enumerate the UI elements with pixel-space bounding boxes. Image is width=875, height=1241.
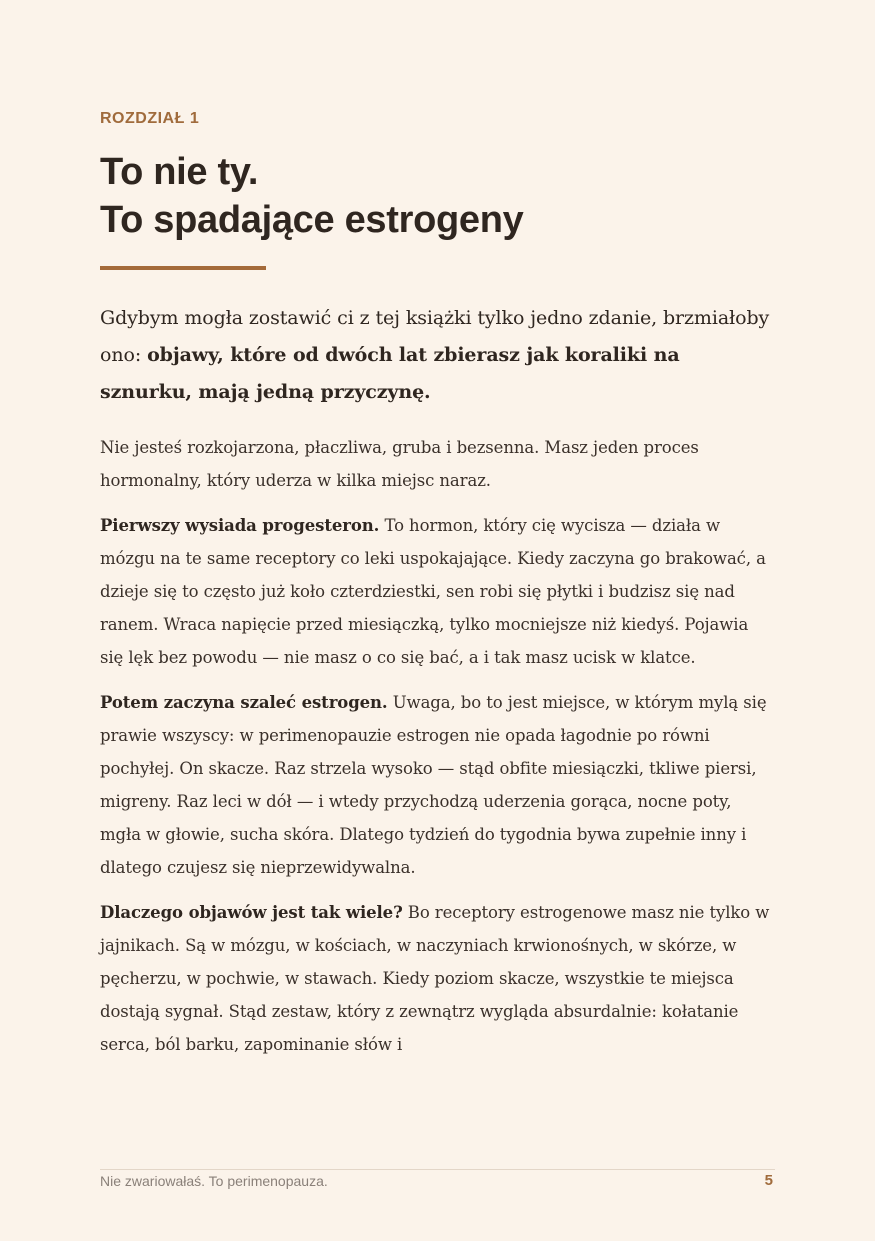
paragraph-text: Uwaga, bo to jest miejsce, w którym mylą się prawie wszyscy: w perimenopauzie estrogen nie opada łagodnie po równi pochyłej. On skacze. Raz strzela wysoko — stąd obfite miesiączki, tkliwe piersi, migreny. Raz leci w dół — i wtedy przychodzą uderzenia gorąca, nocne poty, mgła w głowie, sucha skóra. Dlatego tydzień do tygodnia bywa zupełnie inny i dlatego czujesz się nieprzewidywalna. bbox=[100, 693, 767, 877]
title-divider bbox=[100, 266, 266, 270]
footer-divider bbox=[100, 1169, 775, 1170]
paragraph-text: Bo receptory estrogenowe masz nie tylko w jajnikach. Są w mózgu, w kościach, w naczyniach krwionośnych, w skórze, w pęcherzu, w pochwie, w stawach. Kiedy poziom skacze, wszystkie te miejsca dostają sygnał. Stąd zestaw, który z zewnątrz wygląda absurdalnie: kołatanie serca, ból barku, zapominanie słów i bbox=[100, 903, 770, 1054]
paragraph-lead-in: Dlaczego objawów jest tak wiele? bbox=[100, 903, 403, 922]
chapter-label: ROZDZIAŁ 1 bbox=[100, 110, 200, 127]
book-page bbox=[100, 0, 775, 1241]
paragraph-4 bbox=[100, 896, 775, 1061]
footer-book-title: Nie zwariowałaś. To perimenopauza. bbox=[100, 1173, 328, 1189]
chapter-title-line-2: To spadające estrogeny bbox=[100, 199, 524, 241]
paragraph-text: To hormon, który cię wycisza — działa w mózgu na te same receptory co leki uspokajające. Kiedy zaczyna go brakować, a dzieje się to często już koło czterdziestki, sen robi się płytki i budzisz się nad ranem. Wraca napięcie przed miesiączką, tylko mocniejsze niż kiedyś. Pojawia się lęk bez powodu — nie masz o co się bać, a i tak masz ucisk w klatce. bbox=[100, 516, 766, 667]
body-text bbox=[100, 431, 775, 1073]
paragraph-lead-in: Pierwszy wysiada progesteron. bbox=[100, 516, 380, 535]
paragraph-2 bbox=[100, 509, 775, 674]
lead-bold-text: objawy, które od dwóch lat zbierasz jak koraliki na sznurku, mają jedną przyczynę. bbox=[100, 344, 680, 403]
chapter-title bbox=[100, 148, 524, 244]
paragraph-text: Nie jesteś rozkojarzona, płaczliwa, gruba i bezsenna. Masz jeden proces hormonalny, który uderza w kilka miejsc naraz. bbox=[100, 438, 699, 490]
chapter-title-line-1: To nie ty. bbox=[100, 151, 259, 193]
paragraph-1 bbox=[100, 431, 775, 497]
paragraph-3 bbox=[100, 686, 775, 884]
page-number: 5 bbox=[764, 1172, 773, 1189]
lead-paragraph bbox=[100, 300, 775, 411]
paragraph-lead-in: Potem zaczyna szaleć estrogen. bbox=[100, 693, 388, 712]
lead-text: Gdybym mogła zostawić ci z tej książki tylko jedno zdanie, brzmiałoby ono: bbox=[100, 307, 770, 366]
